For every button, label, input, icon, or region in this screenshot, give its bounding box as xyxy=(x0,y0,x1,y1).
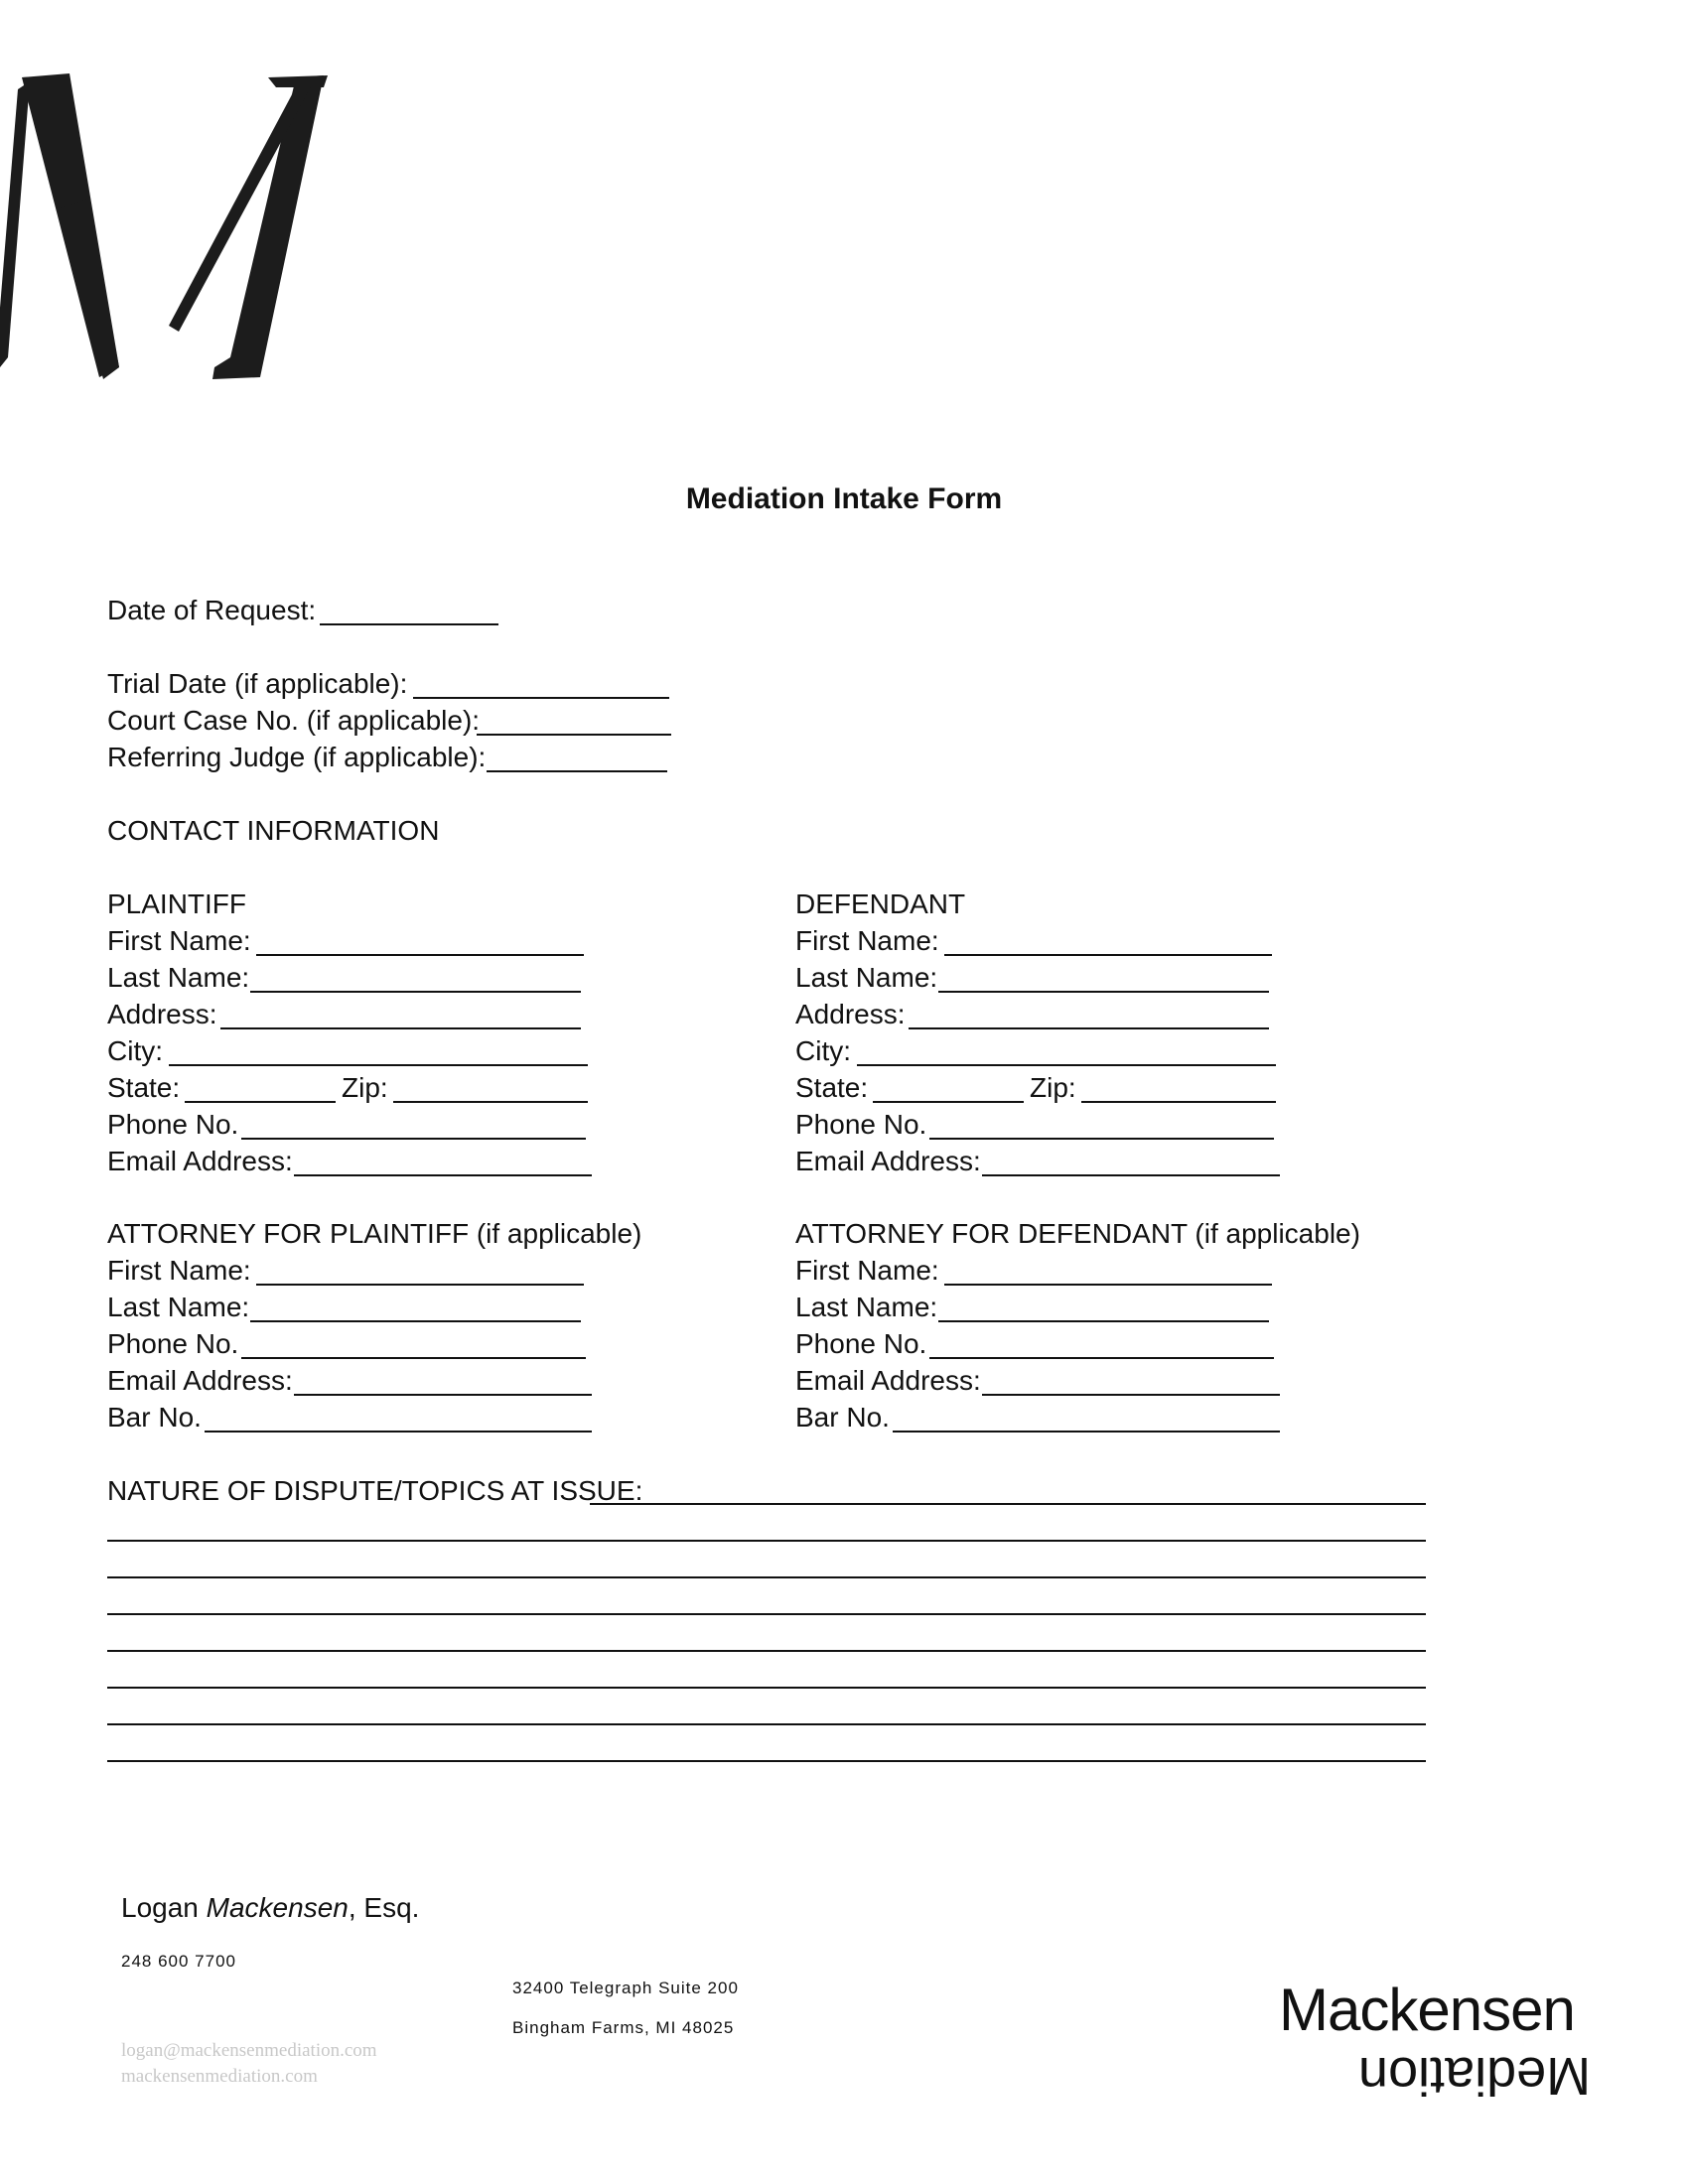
plaintiff-state-label: State: xyxy=(107,1072,181,1103)
attorney-plaintiff-phone-label: Phone No. xyxy=(107,1328,239,1359)
trial-date-field[interactable] xyxy=(413,697,669,699)
defendant-state-field[interactable] xyxy=(873,1101,1024,1103)
footer-name-last: Mackensen xyxy=(206,1892,349,1923)
attorney-plaintiff-phone-field[interactable] xyxy=(241,1357,586,1359)
defendant-heading: DEFENDANT xyxy=(795,888,966,919)
plaintiff-zip-field[interactable] xyxy=(393,1101,588,1103)
attorney-defendant-bar-field[interactable] xyxy=(893,1431,1280,1433)
plaintiff-zip-label: Zip: xyxy=(342,1072,388,1103)
defendant-email-label: Email Address: xyxy=(795,1146,981,1176)
plaintiff-city-label: City: xyxy=(107,1035,163,1066)
attorney-plaintiff-last-name-label: Last Name: xyxy=(107,1292,250,1322)
defendant-address-field[interactable] xyxy=(909,1027,1269,1029)
footer-name-suffix: , Esq. xyxy=(348,1892,420,1923)
footer-website: mackensenmediation.com xyxy=(121,2066,318,2087)
defendant-city-label: City: xyxy=(795,1035,851,1066)
defendant-address-label: Address: xyxy=(795,999,906,1029)
defendant-zip-field[interactable] xyxy=(1081,1101,1276,1103)
attorney-plaintiff-first-name-field[interactable] xyxy=(256,1284,584,1286)
date-of-request-field[interactable] xyxy=(320,623,498,625)
footer-name xyxy=(121,1892,419,1924)
plaintiff-heading: PLAINTIFF xyxy=(107,888,247,919)
attorney-plaintiff-bar-field[interactable] xyxy=(205,1431,592,1433)
plaintiff-last-name-label: Last Name: xyxy=(107,962,250,993)
attorney-defendant-last-name-field[interactable] xyxy=(938,1320,1269,1322)
referring-judge-field[interactable] xyxy=(487,770,667,772)
contact-heading: CONTACT INFORMATION xyxy=(107,815,440,846)
plaintiff-address-field[interactable] xyxy=(220,1027,581,1029)
form-title: Mediation Intake Form xyxy=(685,482,1003,515)
plaintiff-address-label: Address: xyxy=(107,999,217,1029)
dispute-line[interactable] xyxy=(107,1760,1426,1762)
footer-address-line1: 32400 Telegraph Suite 200 xyxy=(512,1979,739,1997)
attorney-plaintiff-first-name-label: First Name: xyxy=(107,1255,251,1286)
plaintiff-city-field[interactable] xyxy=(169,1064,588,1066)
dispute-line[interactable] xyxy=(107,1613,1426,1615)
attorney-defendant-email-label: Email Address: xyxy=(795,1365,981,1396)
defendant-last-name-label: Last Name: xyxy=(795,962,938,993)
attorney-defendant-first-name-label: First Name: xyxy=(795,1255,939,1286)
dispute-label: NATURE OF DISPUTE/TOPICS AT ISSUE: xyxy=(107,1475,643,1506)
attorney-plaintiff-email-label: Email Address: xyxy=(107,1365,293,1396)
defendant-city-field[interactable] xyxy=(857,1064,1276,1066)
plaintiff-first-name-field[interactable] xyxy=(256,954,584,956)
defendant-last-name-field[interactable] xyxy=(938,991,1269,993)
plaintiff-email-field[interactable] xyxy=(294,1174,592,1176)
defendant-email-field[interactable] xyxy=(982,1174,1280,1176)
defendant-state-label: State: xyxy=(795,1072,869,1103)
date-of-request-label: Date of Request: xyxy=(107,595,317,625)
trial-date-label: Trial Date (if applicable): xyxy=(107,668,408,699)
dispute-line[interactable] xyxy=(107,1687,1426,1689)
defendant-phone-field[interactable] xyxy=(929,1138,1274,1140)
dispute-line[interactable] xyxy=(107,1576,1426,1578)
footer-name-first: Logan xyxy=(121,1892,199,1923)
defendant-phone-label: Phone No. xyxy=(795,1109,927,1140)
attorney-plaintiff-last-name-field[interactable] xyxy=(250,1320,581,1322)
attorney-defendant-last-name-label: Last Name: xyxy=(795,1292,938,1322)
attorney-defendant-bar-label: Bar No. xyxy=(795,1402,890,1433)
plaintiff-state-field[interactable] xyxy=(185,1101,336,1103)
attorney-defendant-phone-field[interactable] xyxy=(929,1357,1274,1359)
court-case-label: Court Case No. (if applicable): xyxy=(107,705,481,736)
attorney-defendant-heading: ATTORNEY FOR DEFENDANT (if applicable) xyxy=(795,1218,1360,1249)
defendant-first-name-field[interactable] xyxy=(944,954,1272,956)
brand-wordmark-top: Mackensen xyxy=(1279,1977,1575,2043)
footer-address-line2: Bingham Farms, MI 48025 xyxy=(512,2018,735,2037)
dispute-line[interactable] xyxy=(107,1650,1426,1652)
dispute-line[interactable] xyxy=(107,1540,1426,1542)
plaintiff-email-label: Email Address: xyxy=(107,1146,293,1176)
footer-email: logan@mackensenmediation.com xyxy=(121,2040,377,2061)
m-logo xyxy=(0,69,328,387)
plaintiff-first-name-label: First Name: xyxy=(107,925,251,956)
plaintiff-phone-field[interactable] xyxy=(241,1138,586,1140)
defendant-zip-label: Zip: xyxy=(1030,1072,1076,1103)
defendant-first-name-label: First Name: xyxy=(795,925,939,956)
footer-phone: 248 600 7700 xyxy=(121,1952,236,1971)
attorney-plaintiff-heading: ATTORNEY FOR PLAINTIFF (if applicable) xyxy=(107,1218,642,1249)
attorney-defendant-first-name-field[interactable] xyxy=(944,1284,1272,1286)
dispute-line[interactable] xyxy=(590,1503,1426,1505)
court-case-field[interactable] xyxy=(477,734,671,736)
plaintiff-phone-label: Phone No. xyxy=(107,1109,239,1140)
brand-wordmark-bottom: Mediation xyxy=(1358,2046,1592,2106)
attorney-defendant-email-field[interactable] xyxy=(982,1394,1280,1396)
attorney-plaintiff-email-field[interactable] xyxy=(294,1394,592,1396)
attorney-defendant-phone-label: Phone No. xyxy=(795,1328,927,1359)
plaintiff-last-name-field[interactable] xyxy=(250,991,581,993)
dispute-line[interactable] xyxy=(107,1723,1426,1725)
referring-judge-label: Referring Judge (if applicable): xyxy=(107,742,487,772)
attorney-plaintiff-bar-label: Bar No. xyxy=(107,1402,202,1433)
